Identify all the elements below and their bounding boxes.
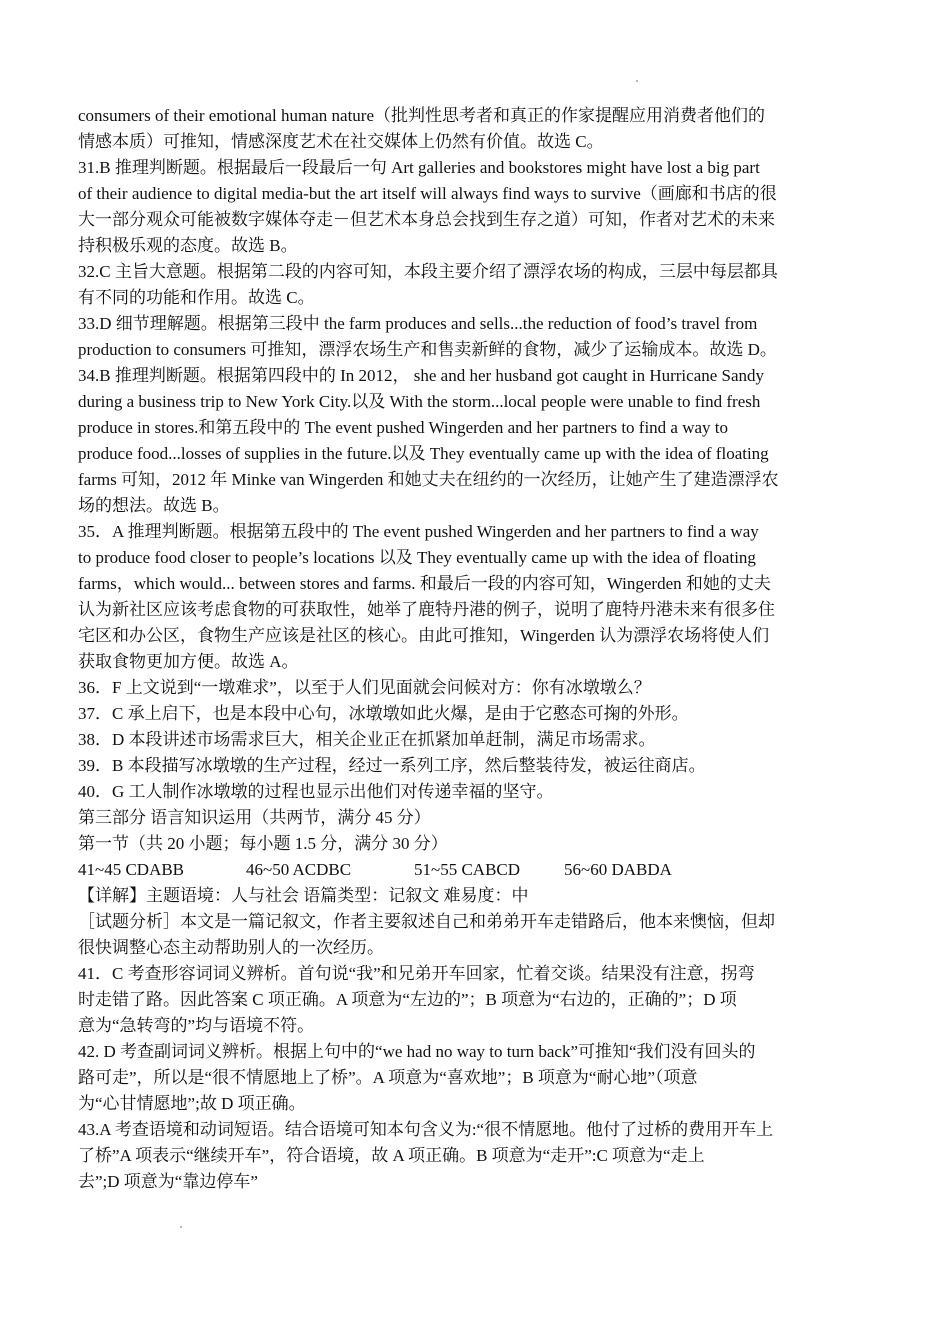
text-line: consumers of their emotional human nature（批判性思考者和真正的作家提醒应用消费者他们的 <box>78 106 765 125</box>
text-line: during a business trip to New York City.以及 With the storm...local people were unable to find fresh <box>78 392 761 411</box>
answer-key-row <box>78 857 868 883</box>
text-line: 36．F 上文说到“一墩难求”，以至于人们见面就会问候对方：你有冰墩墩么？ <box>78 678 651 697</box>
text-line: 时走错了路。因此答案 C 项正确。A 项意为“左边的”；B 项意为“右边的，正确的”；D 项 <box>78 990 737 1009</box>
bottom-mark <box>180 1226 182 1228</box>
text-line: 31.B 推理判断题。根据最后一段最后一句 Art galleries and bookstores might have lost a big part <box>78 158 760 177</box>
text-line: 35．A 推理判断题。根据第五段中的 The event pushed Wingerden and her partners to find a way <box>78 522 759 541</box>
text-line: 37．C 承上启下，也是本段中心句，冰墩墩如此火爆，是由于它憨态可掬的外形。 <box>78 704 689 723</box>
text-line: 了桥”A 项表示“继续开车”，符合语境，故 A 项正确。B 项意为“走开”:C 项意为“走上 <box>78 1146 705 1165</box>
answer-group: 41~45 CDABB <box>78 860 185 879</box>
text-line: 43.A 考查语境和动词短语。结合语境可知本句含义为:“很不情愿地。他付了过桥的费用开车上 <box>78 1120 774 1139</box>
answer-group: 56~60 DABDA <box>564 860 672 879</box>
text-line: 大一部分观众可能被数字媒体夺走－但艺术本身总会找到生存之道）可知，作者对艺术的未来 <box>78 210 775 229</box>
text-line: produce food...losses of supplies in the future.以及 They eventually came up with the idea of floating <box>78 444 769 463</box>
text-line: 宅区和办公区，食物生产应该是社区的核心。由此可推知，Wingerden 认为漂浮农场将使人们 <box>78 626 770 645</box>
answer-group: 46~50 ACDBC <box>246 860 352 879</box>
text-line: 去”;D 项意为“靠边停车” <box>78 1172 258 1191</box>
text-line: farms 可知，2012 年 Minke van Wingerden 和她丈夫在纽约的一次经历，让她产生了建造漂浮农 <box>78 470 779 489</box>
text-line: 路可走”，所以是“很不情愿地上了桥”。A 项意为“喜欢地”；B 项意为“耐心地”（项意 <box>78 1068 698 1087</box>
text-line: 获取食物更加方便。故选 A。 <box>78 652 299 671</box>
document-page <box>78 103 868 1195</box>
text-line: production to consumers 可推知，漂浮农场生产和售卖新鲜的食物，减少了运输成本。故选 D。 <box>78 340 777 359</box>
text-line: 认为新社区应该考虑食物的可获取性，她举了鹿特丹港的例子，说明了鹿特丹港未来有很多住 <box>78 600 775 619</box>
text-line: 38．D 本段讲述市场需求巨大，相关企业正在抓紧加单赶制，满足市场需求。 <box>78 730 656 749</box>
text-line: 情感本质）可推知，情感深度艺术在社交媒体上仍然有价值。故选 C。 <box>78 132 604 151</box>
text-line: 39．B 本段描写冰墩墩的生产过程，经过一系列工序，然后整装待发，被运往商店。 <box>78 756 706 775</box>
text-line: 持积极乐观的态度。故选 B。 <box>78 236 298 255</box>
text-line: ［试题分析］本文是一篇记叙文，作者主要叙述自己和弟弟开车走错路后，他本来懊恼，但却 <box>78 912 775 931</box>
answer-group: 51~55 CABCD <box>414 860 521 879</box>
section-heading: 第三部分 语言知识运用（共两节，满分 45 分） <box>78 808 431 827</box>
top-mark <box>636 80 638 82</box>
text-line: 很快调整心态主动帮助别人的一次经历。 <box>78 938 384 957</box>
text-line: 意为“急转弯的”均与语境不符。 <box>78 1016 315 1035</box>
text-line: 有不同的功能和作用。故选 C。 <box>78 288 315 307</box>
text-line: 40．G 工人制作冰墩墩的过程也显示出他们对传递幸福的坚守。 <box>78 782 554 801</box>
text-line: to produce food closer to people’s locations 以及 They eventually came up with the idea of floating <box>78 548 756 567</box>
text-line: 42. D 考查副词词义辨析。根据上句中的“we had no way to turn back”可推知“我们没有回头的 <box>78 1042 756 1061</box>
text-line: 33.D 细节理解题。根据第三段中 the farm produces and sells...the reduction of food’s travel from <box>78 314 758 333</box>
text-line: 为“心甘情愿地”;故 D 项正确。 <box>78 1094 306 1113</box>
text-line: 【详解】主题语境：人与社会 语篇类型：记叙文 难易度：中 <box>78 886 529 905</box>
text-line: 41．C 考查形容词词义辨析。首句说“我”和兄弟开车回家，忙着交谈。结果没有注意，拐弯 <box>78 964 755 983</box>
text-line: farms，which would... between stores and farms. 和最后一段的内容可知，Wingerden 和她的丈夫 <box>78 574 771 593</box>
text-line: produce in stores.和第五段中的 The event pushed Wingerden and her partners to find a way to <box>78 418 729 437</box>
text-line: 32.C 主旨大意题。根据第二段的内容可知，本段主要介绍了漂浮农场的构成，三层中每层都具 <box>78 262 778 281</box>
text-line: of their audience to digital media-but the art itself will always find ways to survive（画廊和书店的很 <box>78 184 777 203</box>
subsection-heading: 第一节（共 20 小题；每小题 1.5 分，满分 30 分） <box>78 834 448 853</box>
text-line: 34.B 推理判断题。根据第四段中的 In 2012， she and her husband got caught in Hurricane Sandy <box>78 366 765 385</box>
text-line: 场的想法。故选 B。 <box>78 496 230 515</box>
